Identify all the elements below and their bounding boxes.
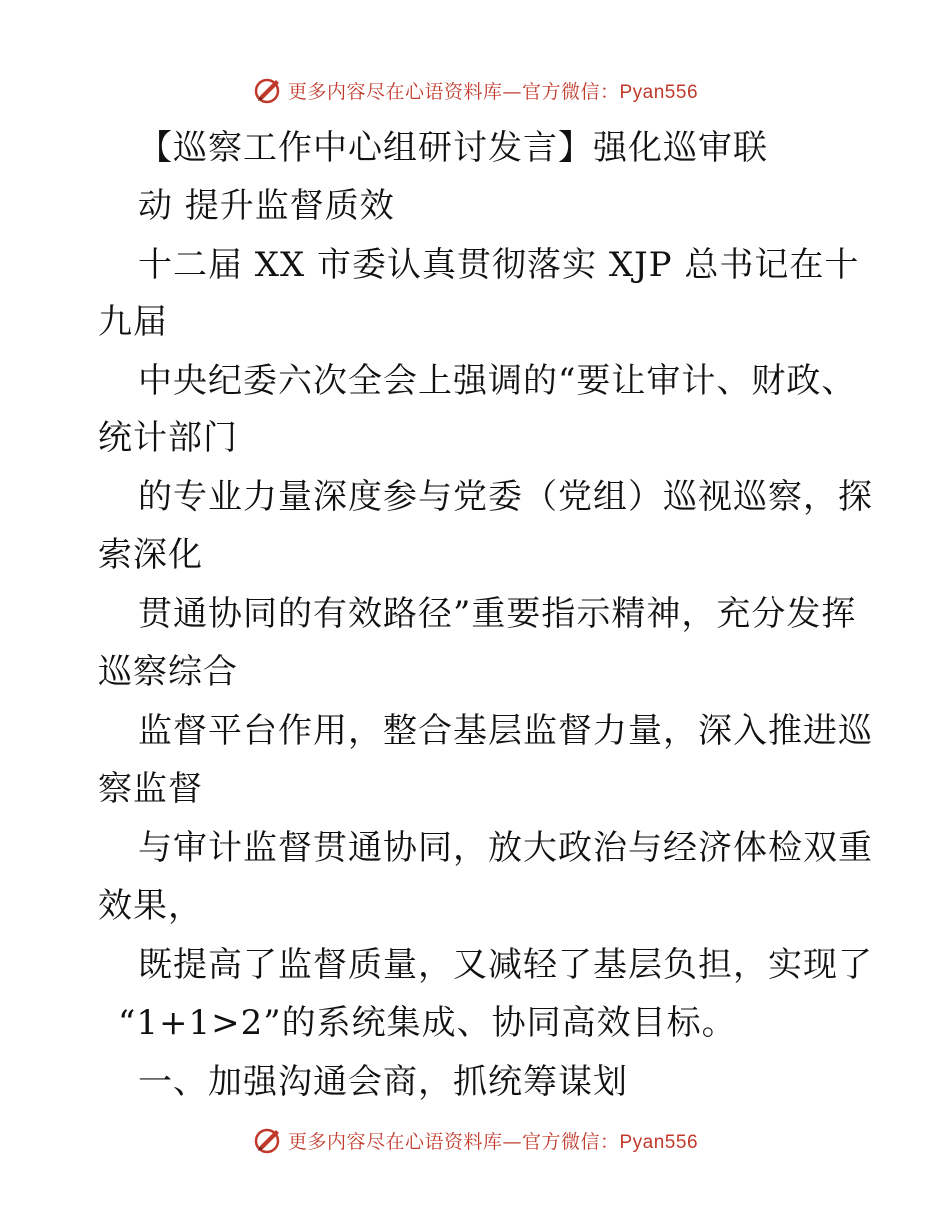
doc-line: 巡察综合	[98, 652, 238, 692]
pen-logo-icon	[252, 1124, 284, 1156]
watermark-text: 更多内容尽在心语资料库—官方微信：Pyan556	[287, 80, 699, 103]
doc-line: 既提高了监督质量，又减轻了基层负担，实现了	[138, 945, 873, 985]
watermark-account: Pyan556	[619, 1131, 699, 1153]
pen-logo-icon	[252, 74, 284, 106]
doc-line: 中央纪委六次全会上强调的“要让审计、财政、	[138, 361, 857, 401]
footer-watermark	[0, 1120, 950, 1160]
doc-line: “1+1>2”的系统集成、协同高效目标。	[118, 1003, 737, 1043]
section-heading: 一、加强沟通会商，抓统筹谋划	[138, 1062, 628, 1102]
doc-line: 与审计监督贯通协同，放大政治与经济体检双重	[138, 828, 873, 868]
doc-line: 效果，	[98, 886, 203, 926]
doc-line: 九届	[98, 302, 168, 342]
doc-line: 贯通协同的有效路径”重要指示精神，充分发挥	[138, 594, 857, 634]
header-watermark	[0, 70, 950, 110]
doc-line: 统计部门	[98, 418, 238, 458]
doc-line: 监督平台作用，整合基层监督力量，深入推进巡	[138, 711, 873, 751]
doc-line: 索深化	[98, 535, 203, 575]
doc-line: 十二届 XX 市委认真贯彻落实 XJP 总书记在十	[138, 245, 860, 285]
doc-title-line-1: 【巡察工作中心组研讨发言】强化巡审联	[138, 128, 768, 168]
watermark-account: Pyan556	[619, 81, 699, 103]
doc-line: 察监督	[98, 769, 203, 809]
doc-title-line-2: 动 提升监督质效	[138, 186, 395, 226]
doc-line: 的专业力量深度参与党委（党组）巡视巡察，探	[138, 477, 873, 517]
watermark-text: 更多内容尽在心语资料库—官方微信：Pyan556	[287, 1130, 699, 1153]
